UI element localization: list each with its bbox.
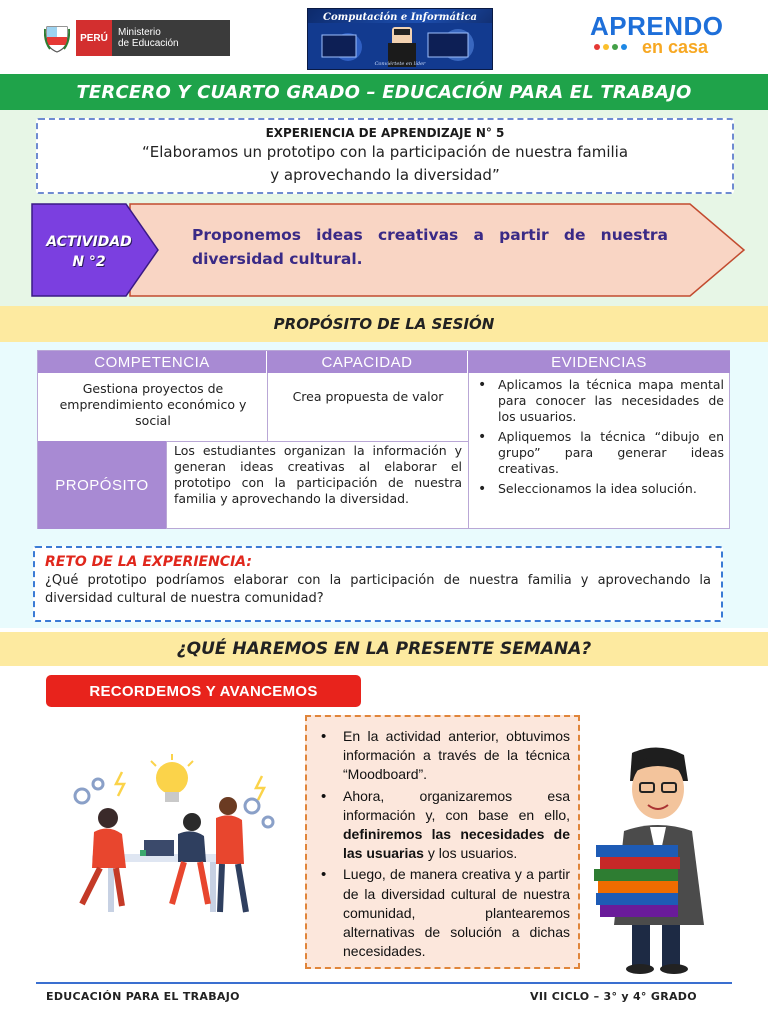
header-competencia: COMPETENCIA (38, 351, 267, 373)
step-item: • Luego, de manera creativa y a partir de la diversidad cultural de nuestra comunidad, plantearemos alternativas de solución a dichas necesidades. (313, 865, 570, 961)
banner-caption: Conviértete en líder (374, 61, 426, 67)
experience-line-2: y aprovechando la diversidad” (270, 166, 500, 184)
reto-box (33, 546, 723, 622)
evidencias-list (470, 377, 724, 501)
activity-label-line-2: N °2 (72, 254, 106, 270)
coat-of-arms-icon (44, 23, 70, 53)
minedu-logo (44, 18, 230, 58)
capacidad-cell: Crea propuesta de valor (292, 389, 444, 404)
ministry-line-1: Ministerio (118, 27, 161, 38)
header-capacidad: CAPACIDAD (267, 351, 468, 373)
computacion-banner (307, 8, 493, 70)
footer-divider (36, 982, 732, 984)
banner-title: Computación e Informática (323, 12, 477, 23)
step-2-bold: definiremos las necesidades de las usuarias (343, 826, 570, 862)
aprendo-en-casa-logo (590, 12, 740, 62)
experience-heading: EXPERIENCIA DE APRENDIZAJE N° 5 (265, 126, 505, 140)
purpose-title: PROPÓSITO DE LA SESIÓN (273, 315, 495, 333)
step-item (313, 787, 570, 864)
grade-title-band (0, 74, 768, 110)
step-2-text: Ahora, organizaremos esa información y, con base en ello, (343, 787, 570, 823)
en-casa-word: en casa (642, 37, 709, 57)
step-2-end: y los usuarios. (423, 845, 518, 862)
experience-line-1: “Elaboramos un prototipo con la participación de nuestra familia (141, 143, 629, 161)
activity-label (34, 232, 144, 272)
peru-label: PERÚ (76, 20, 112, 56)
competencia-cell: Gestiona proyectos de emprendimiento económico y social (59, 381, 247, 428)
footer-grade: VII CICLO – 3° y 4° GRADO (530, 990, 697, 1003)
purpose-band (0, 306, 768, 342)
team-brainstorm-illustration (52, 754, 292, 922)
proposito-text-cell: Los estudiantes organizan la información y generan ideas creativas al elaborar el prototipo con la participación de nuestra familia y aprovechando la diversidad. (174, 443, 462, 506)
steps-list (313, 727, 570, 961)
week-title: ¿QUÉ HAREMOS EN LA PRESENTE SEMANA? (176, 639, 592, 659)
steps-box (305, 715, 580, 969)
grade-title: TERCERO Y CUARTO GRADO – EDUCACIÓN PARA EL TRABAJO (76, 81, 692, 103)
activity-text: Proponemos ideas creativas a partir de nuestra diversidad cultural. (192, 226, 668, 268)
aprendo-word: APRENDO (590, 11, 724, 41)
evidencia-item: • Aplicamos la técnica mapa mental para conocer las necesidades de los usuarios. (470, 377, 724, 425)
evidencia-item: • Seleccionamos la idea solución. (470, 481, 724, 497)
purpose-table (37, 350, 730, 529)
teacher-with-books-illustration (592, 745, 722, 975)
activity-label-line-1: ACTIVIDAD (46, 234, 132, 250)
reto-text: ¿Qué prototipo podríamos elaborar con la participación de nuestra familia y aprovechando la diversidad cultural de nuestra comunidad? (45, 573, 711, 606)
reto-title: RETO DE LA EXPERIENCIA: (45, 554, 252, 570)
brand-dots-icon (594, 44, 627, 50)
ministry-label (112, 20, 230, 56)
step-item: • En la actividad anterior, obtuvimos información a través de la técnica “Moodboard”. (313, 727, 570, 785)
experience-box (36, 118, 734, 194)
proposito-label-cell: PROPÓSITO (38, 441, 166, 529)
week-band (0, 632, 768, 666)
header-evidencias: EVIDENCIAS (468, 351, 730, 373)
evidencia-item: • Apliquemos la técnica “dibujo en grupo” para generar ideas creativas. (470, 429, 724, 477)
recordemos-label: RECORDEMOS Y AVANCEMOS (46, 675, 361, 707)
ministry-line-2: de Educación (118, 38, 179, 49)
footer-subject: EDUCACIÓN PARA EL TRABAJO (46, 990, 240, 1003)
